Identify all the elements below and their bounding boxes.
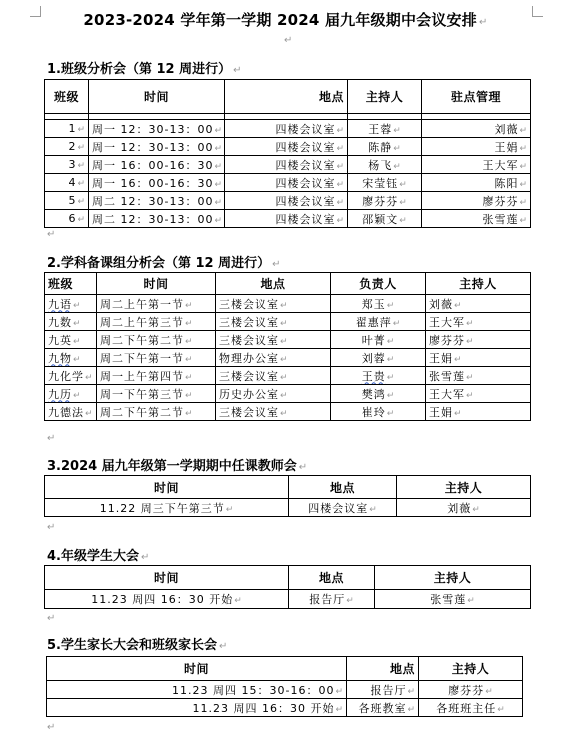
cell-mark-icon: ↵ bbox=[185, 300, 193, 311]
cell-mark-icon: ↵ bbox=[336, 161, 344, 172]
cell-mark-icon: ↵ bbox=[214, 143, 223, 154]
column-header: 时间 bbox=[45, 566, 289, 590]
cell-mark-icon: ↵ bbox=[399, 197, 407, 208]
column-header: 主持人 bbox=[419, 657, 523, 681]
cell-mark-icon: ↵ bbox=[336, 179, 344, 190]
cell-mark-icon: ↵ bbox=[386, 408, 395, 419]
paragraph-mark-icon: ↵ bbox=[218, 641, 228, 652]
cell-mark-icon: ↵ bbox=[454, 300, 462, 311]
table-header-row bbox=[45, 80, 531, 114]
paragraph-mark-icon: ↵ bbox=[284, 35, 293, 46]
cell-mark-icon: ↵ bbox=[466, 336, 474, 347]
cell-mark-icon: ↵ bbox=[77, 179, 85, 189]
cell-mark-icon: ↵ bbox=[466, 318, 474, 329]
table-row: 5↵ 周二 12：30-13：00↵ 四楼会议室↵ 廖芬芬↵ 廖芬芬↵ bbox=[45, 192, 531, 210]
cell-mark-icon: ↵ bbox=[185, 390, 193, 401]
section1-heading: 1.班级分析会（第 12 周进行） ↵ bbox=[47, 62, 242, 77]
cell-mark-icon: ↵ bbox=[77, 143, 85, 153]
cell-mark-icon: ↵ bbox=[519, 143, 527, 154]
cell-mark-icon: ↵ bbox=[407, 704, 415, 715]
cell-mark-icon: ↵ bbox=[336, 215, 344, 226]
cell-mark-icon: ↵ bbox=[472, 504, 480, 515]
table-row: 11.22 周三下午第三节↵ 四楼会议室↵ 刘薇↵ bbox=[45, 499, 531, 517]
cell-mark-icon: ↵ bbox=[519, 161, 527, 172]
cell-mark-icon: ↵ bbox=[407, 686, 415, 697]
cell-mark-icon: ↵ bbox=[336, 143, 344, 154]
title-text: 2023-2024 学年第一学期 2024 届九年级期中会议安排 bbox=[83, 11, 477, 29]
cell-mark-icon: ↵ bbox=[280, 372, 288, 383]
column-header: 时间 bbox=[89, 80, 225, 114]
table-row: 11.23 周四 16：30 开始↵ 各班教室↵ 各班班主任↵ bbox=[47, 699, 523, 717]
cell-mark-icon: ↵ bbox=[280, 336, 288, 347]
cell-mark-icon: ↵ bbox=[386, 390, 395, 401]
cell-mark-icon: ↵ bbox=[485, 686, 493, 697]
cell-mark-icon: ↵ bbox=[519, 179, 527, 190]
column-header: 地点 bbox=[289, 476, 397, 499]
cell-mark-icon: ↵ bbox=[335, 686, 343, 697]
cell-mark-icon: ↵ bbox=[393, 125, 401, 136]
document-title bbox=[0, 9, 571, 30]
column-header: 主持人 bbox=[348, 80, 422, 114]
cell-mark-icon: ↵ bbox=[346, 596, 354, 606]
paragraph-mark-icon: ↵ bbox=[47, 613, 56, 624]
cell-mark-icon: ↵ bbox=[185, 354, 193, 365]
cell-mark-icon: ↵ bbox=[77, 215, 85, 225]
cell-mark-icon: ↵ bbox=[73, 300, 81, 311]
cell-mark-icon: ↵ bbox=[386, 300, 395, 311]
cell-mark-icon: ↵ bbox=[280, 408, 288, 419]
cell-mark-icon: ↵ bbox=[185, 408, 193, 419]
column-header: 地点 bbox=[225, 80, 348, 114]
section3-heading: 3.2024 届九年级第一学期期中任课教师会 ↵ bbox=[47, 459, 308, 474]
cell-mark-icon: ↵ bbox=[185, 336, 193, 347]
table-row: 3↵ 周一 16：00-16：30↵ 四楼会议室↵ 杨飞↵ 王大军↵ bbox=[45, 156, 531, 174]
paragraph-mark-icon: ↵ bbox=[47, 229, 56, 240]
column-header: 地点 bbox=[347, 657, 419, 681]
column-header: 负责人 bbox=[331, 273, 426, 295]
cell-mark-icon: ↵ bbox=[214, 125, 223, 136]
column-header: 地点 bbox=[289, 566, 375, 590]
table-row: 4↵ 周一 16：00-16：30↵ 四楼会议室↵ 宋莹钰↵ 陈阳↵ bbox=[45, 174, 531, 192]
cell-mark-icon: ↵ bbox=[386, 354, 395, 365]
cell-mark-icon: ↵ bbox=[225, 504, 234, 515]
table-row: 6↵ 周二 12：30-13：00↵ 四楼会议室↵ 邵颖文↵ 张雪莲↵ bbox=[45, 210, 531, 228]
class-analysis-table bbox=[44, 79, 531, 228]
cell-mark-icon: ↵ bbox=[214, 197, 223, 208]
subject-analysis-table bbox=[44, 272, 531, 421]
cell-mark-icon: ↵ bbox=[519, 125, 527, 136]
paragraph-mark-icon: ↵ bbox=[47, 433, 56, 444]
section5-heading: 5.学生家长大会和班级家长会 ↵ bbox=[47, 638, 228, 653]
table-row: 九英↵ 周二下午第二节↵ 三楼会议室↵ 叶菁↵ 廖芬芬↵ bbox=[45, 331, 531, 349]
cell-mark-icon: ↵ bbox=[85, 408, 93, 419]
cell-mark-icon: ↵ bbox=[386, 336, 395, 347]
student-assembly-table bbox=[44, 565, 531, 609]
table-row: 1↵ 周一 12：30-13：00↵ 四楼会议室↵ 王蓉↵ 刘薇↵ bbox=[45, 120, 531, 138]
table-row: 九数↵ 周二上午第三节↵ 三楼会议室↵ 翟惠萍↵ 王大军↵ bbox=[45, 313, 531, 331]
cell-mark-icon: ↵ bbox=[519, 215, 527, 226]
cell-mark-icon: ↵ bbox=[280, 354, 288, 365]
cell-mark-icon: ↵ bbox=[73, 390, 81, 401]
cell-mark-icon: ↵ bbox=[454, 354, 462, 365]
paragraph-mark-icon: ↵ bbox=[47, 722, 56, 733]
cell-mark-icon: ↵ bbox=[214, 215, 223, 226]
cell-mark-icon: ↵ bbox=[73, 318, 81, 329]
table-row: 九德法↵ 周二下午第二节↵ 三楼会议室↵ 崔玲↵ 王娟↵ bbox=[45, 403, 531, 421]
cell-mark-icon: ↵ bbox=[185, 372, 193, 383]
cell-mark-icon: ↵ bbox=[85, 372, 93, 383]
cell-mark-icon: ↵ bbox=[466, 390, 474, 401]
section2-heading: 2.学科备课组分析会（第 12 周进行） ↵ bbox=[47, 256, 281, 271]
cell-mark-icon: ↵ bbox=[214, 161, 223, 172]
section4-heading: 4.年级学生大会 ↵ bbox=[47, 549, 150, 564]
cell-mark-icon: ↵ bbox=[393, 161, 401, 172]
column-header: 班级 bbox=[45, 273, 97, 295]
cell-mark-icon: ↵ bbox=[280, 300, 288, 311]
cell-mark-icon: ↵ bbox=[392, 318, 401, 329]
paragraph-mark-icon: ↵ bbox=[298, 462, 308, 473]
cell-mark-icon: ↵ bbox=[73, 354, 81, 365]
paragraph-mark-icon: ↵ bbox=[272, 259, 281, 270]
cell-mark-icon: ↵ bbox=[335, 704, 343, 715]
cell-mark-icon: ↵ bbox=[234, 596, 242, 606]
table-header-row bbox=[45, 566, 531, 590]
table-row: 九化学↵ 周一上午第四节↵ 三楼会议室↵ 王贵↵ 张雪莲↵ bbox=[45, 367, 531, 385]
paragraph-mark-icon: ↵ bbox=[140, 552, 150, 563]
cell-mark-icon: ↵ bbox=[336, 125, 344, 136]
cell-mark-icon: ↵ bbox=[393, 143, 401, 154]
column-header: 时间 bbox=[45, 476, 289, 499]
cell-mark-icon: ↵ bbox=[386, 372, 395, 383]
cell-mark-icon: ↵ bbox=[77, 125, 85, 135]
cell-mark-icon: ↵ bbox=[519, 197, 527, 208]
cell-mark-icon: ↵ bbox=[214, 179, 223, 190]
column-header: 主持人 bbox=[426, 273, 531, 295]
cell-mark-icon: ↵ bbox=[280, 390, 288, 401]
cell-mark-icon: ↵ bbox=[73, 336, 81, 347]
cell-mark-icon: ↵ bbox=[77, 161, 85, 171]
parent-meeting-table bbox=[46, 656, 523, 717]
cell-mark-icon: ↵ bbox=[369, 504, 377, 515]
paragraph-mark-icon: ↵ bbox=[233, 65, 242, 76]
table-header-row bbox=[47, 657, 523, 681]
column-header: 班级 bbox=[45, 80, 89, 114]
table-header-row bbox=[45, 273, 531, 295]
cell-mark-icon: ↵ bbox=[280, 318, 288, 329]
cell-mark-icon: ↵ bbox=[467, 596, 475, 606]
column-header: 驻点管理 bbox=[422, 80, 531, 114]
cell-mark-icon: ↵ bbox=[336, 197, 344, 208]
table-row: 11.23 周四 16：30 开始↵ 报告厅↵ 张雪莲↵ bbox=[45, 590, 531, 609]
column-header: 地点 bbox=[216, 273, 331, 295]
table-row: 九物↵ 周二下午第一节↵ 物理办公室↵ 刘蓉↵ 王娟↵ bbox=[45, 349, 531, 367]
cell-mark-icon: ↵ bbox=[399, 179, 407, 190]
table-row: 九历↵ 周一下午第三节↵ 历史办公室↵ 樊鸿↵ 王大军↵ bbox=[45, 385, 531, 403]
cell-mark-icon: ↵ bbox=[77, 197, 85, 207]
table-row: 11.23 周四 15：30-16：00↵ 报告厅↵ 廖芬芬↵ bbox=[47, 681, 523, 699]
paragraph-mark-icon: ↵ bbox=[478, 17, 488, 28]
table-row: 2↵ 周一 12：30-13：00↵ 四楼会议室↵ 陈静↵ 王娟↵ bbox=[45, 138, 531, 156]
paragraph-mark-icon: ↵ bbox=[47, 522, 56, 533]
table-row: 九语↵ 周二上午第一节↵ 三楼会议室↵ 郑玉↵ 刘薇↵ bbox=[45, 295, 531, 313]
column-header: 时间 bbox=[97, 273, 216, 295]
cell-mark-icon: ↵ bbox=[185, 318, 193, 329]
teacher-meeting-table bbox=[44, 475, 531, 517]
column-header: 时间 bbox=[47, 657, 347, 681]
cell-mark-icon: ↵ bbox=[454, 408, 462, 419]
column-header: 主持人 bbox=[375, 566, 531, 590]
column-header: 主持人 bbox=[397, 476, 531, 499]
cell-mark-icon: ↵ bbox=[497, 704, 505, 715]
table-header-row bbox=[45, 476, 531, 499]
cell-mark-icon: ↵ bbox=[399, 215, 407, 226]
cell-mark-icon: ↵ bbox=[466, 372, 474, 383]
